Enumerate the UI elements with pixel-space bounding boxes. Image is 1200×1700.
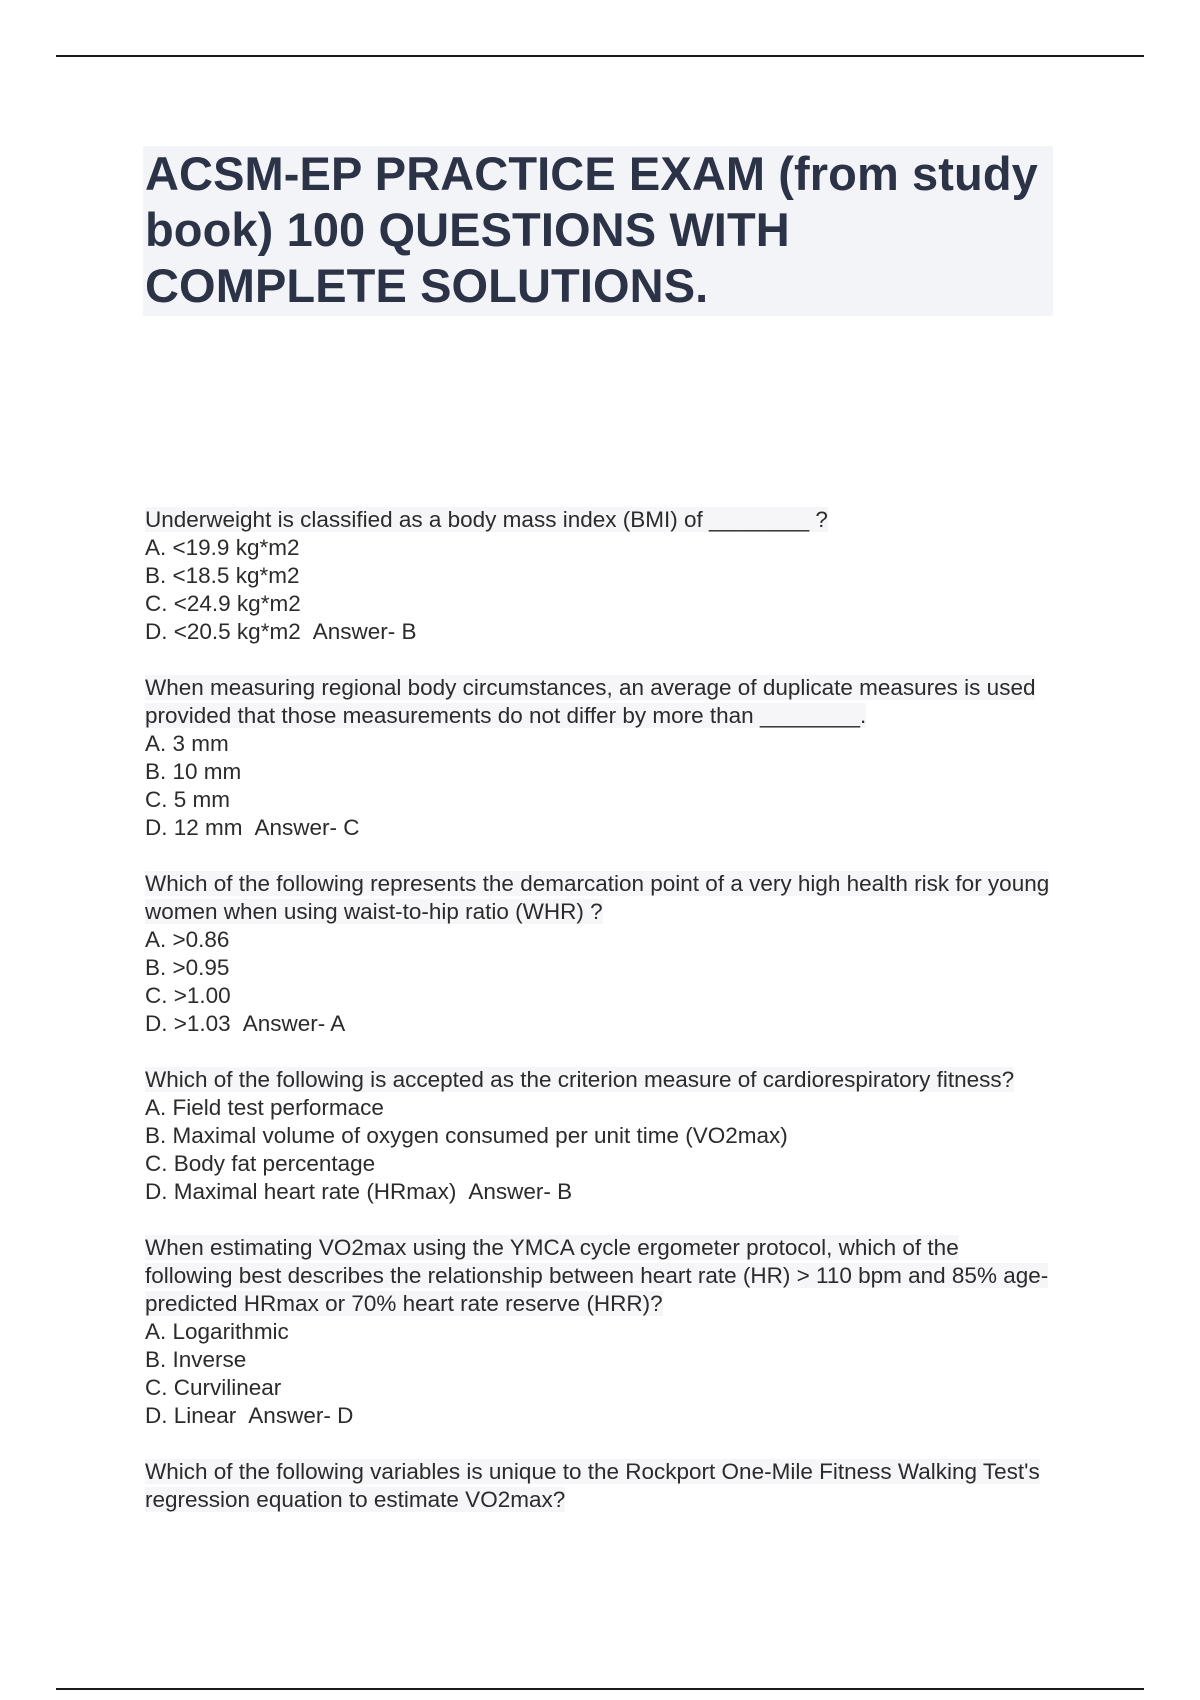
option-c: C. 5 mm: [145, 787, 231, 812]
answer-text: Answer- C: [254, 815, 360, 840]
option-b: B. <18.5 kg*m2: [145, 563, 300, 588]
option-a: A. Logarithmic: [145, 1319, 289, 1344]
option-c: C. Body fat percentage: [145, 1151, 376, 1176]
option-list: [145, 1094, 1050, 1206]
option-list: [145, 1318, 1050, 1430]
answer-text: Answer- B: [468, 1179, 573, 1204]
option-b: B. 10 mm: [145, 759, 242, 784]
option-b: B. >0.95: [145, 955, 230, 980]
question-list: [145, 506, 1050, 1542]
question-item: [145, 506, 1050, 646]
question-item: [145, 1234, 1050, 1430]
option-a: A. >0.86: [145, 927, 230, 952]
option-d: [145, 1402, 1050, 1430]
top-divider: [56, 55, 1144, 57]
option-d-text: D. <20.5 kg*m2: [145, 619, 301, 644]
question-item: [145, 674, 1050, 842]
option-d-text: D. Linear: [145, 1403, 237, 1428]
option-d: [145, 1010, 1050, 1038]
question-item: [145, 870, 1050, 1038]
option-d-text: D. 12 mm: [145, 815, 243, 840]
question-text: Which of the following is accepted as the criterion measure of cardiorespiratory fitness?: [145, 1067, 1015, 1092]
option-list: [145, 926, 1050, 1038]
option-d: [145, 814, 1050, 842]
option-list: [145, 534, 1050, 646]
option-d-text: D. >1.03: [145, 1011, 231, 1036]
option-d: [145, 1178, 1050, 1206]
answer-text: Answer- A: [242, 1011, 346, 1036]
question-item: [145, 1066, 1050, 1206]
option-c: C. <24.9 kg*m2: [145, 591, 301, 616]
answer-text: Answer- D: [248, 1403, 354, 1428]
option-c: C. >1.00: [145, 983, 231, 1008]
question-text: Which of the following represents the demarcation point of a very high health risk for young women when using waist-to-hip ratio (WHR) ?: [145, 871, 1050, 924]
question-text: When measuring regional body circumstances, an average of duplicate measures is used provided that those measurements do not differ by more than ________.: [145, 675, 1036, 728]
bottom-divider: [56, 1688, 1144, 1690]
option-b: B. Inverse: [145, 1347, 247, 1372]
option-d: [145, 618, 1050, 646]
option-c: C. Curvilinear: [145, 1375, 282, 1400]
option-a: A. 3 mm: [145, 731, 229, 756]
option-a: A. Field test performace: [145, 1095, 384, 1120]
question-text: When estimating VO2max using the YMCA cycle ergometer protocol, which of the following best describes the relationship between heart rate (HR) > 110 bpm and 85% age-predicted HRmax or 70% heart rate reserve (HRR)?: [145, 1235, 1049, 1316]
question-text: Which of the following variables is unique to the Rockport One-Mile Fitness Walking Test's regression equation to estimate VO2max?: [145, 1459, 1040, 1512]
question-item: [145, 1458, 1050, 1514]
option-b: B. Maximal volume of oxygen consumed per unit time (VO2max): [145, 1123, 788, 1148]
answer-text: Answer- B: [312, 619, 417, 644]
title-block: [143, 146, 1053, 316]
question-text: Underweight is classified as a body mass index (BMI) of ________ ?: [145, 507, 828, 532]
option-d-text: D. Maximal heart rate (HRmax): [145, 1179, 457, 1204]
document-title: ACSM-EP PRACTICE EXAM (from study book) 100 QUESTIONS WITH COMPLETE SOLUTIONS.: [145, 147, 1038, 312]
option-a: A. <19.9 kg*m2: [145, 535, 300, 560]
option-list: [145, 730, 1050, 842]
